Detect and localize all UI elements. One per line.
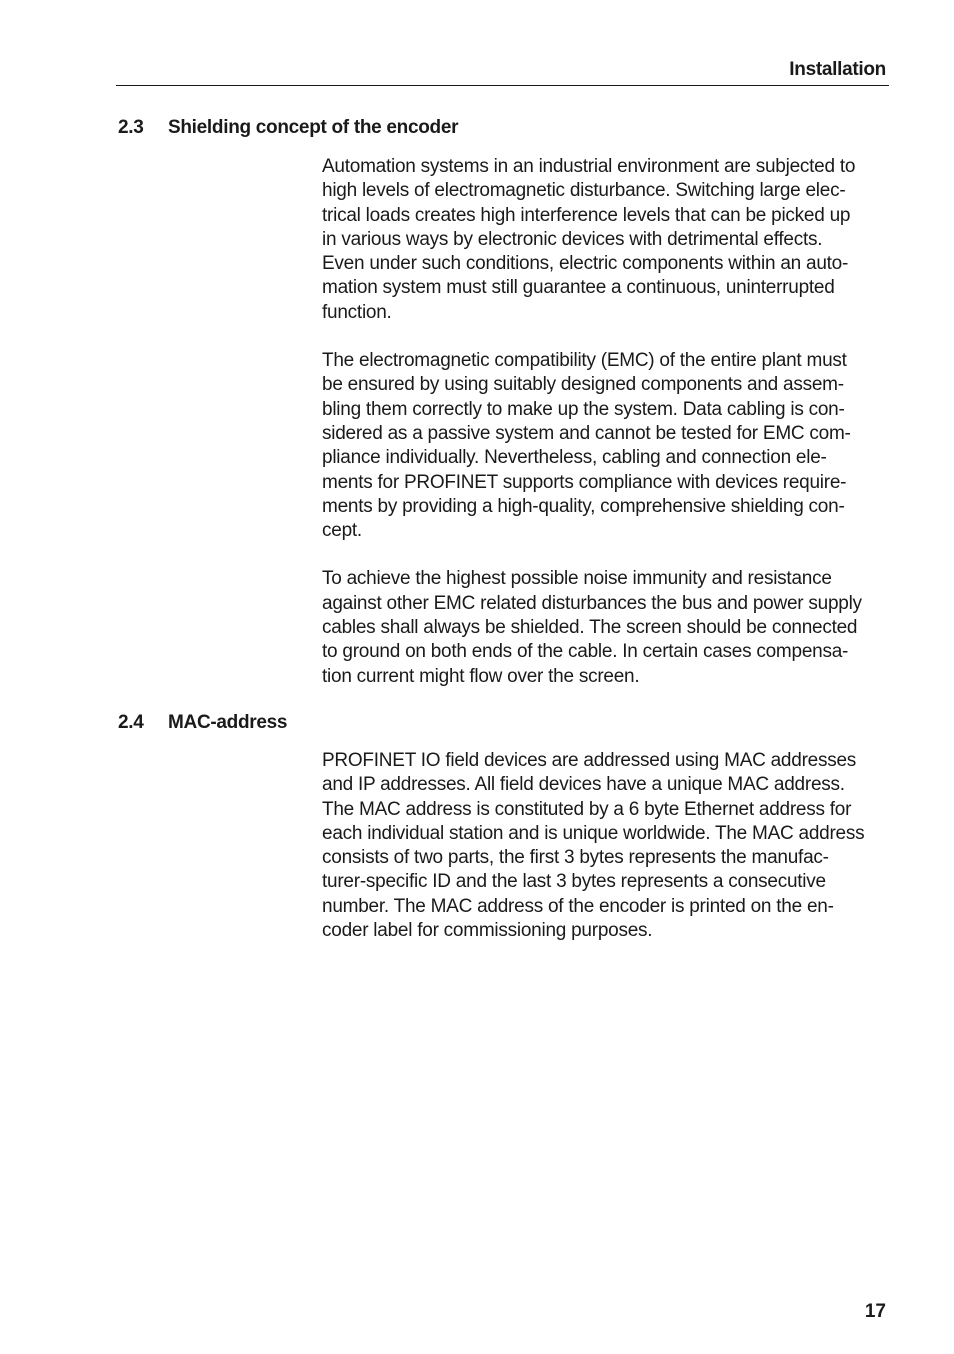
- text-line: PROFINET IO field devices are addressed using MAC addresses: [322, 750, 857, 771]
- text-line: trical loads creates high interference levels that can be picked up: [322, 204, 851, 226]
- paragraph: [322, 749, 888, 943]
- text-line: The electromagnetic compatibility (EMC) of the entire plant must: [322, 350, 847, 372]
- text-line: sidered as a passive system and cannot be tested for EMC com-: [322, 422, 851, 444]
- text-line: pliance individually. Nevertheless, cabling and connection ele-: [322, 447, 827, 469]
- text-line: The MAC address is constituted by a 6 byte Ethernet address for: [322, 798, 852, 820]
- text-line: cept.: [322, 520, 362, 542]
- text-line: bling them correctly to make up the system. Data cabling is con-: [322, 398, 845, 420]
- paragraph: [322, 155, 888, 325]
- text-line: high levels of electromagnetic disturbance. Switching large elec-: [322, 180, 846, 202]
- text-line: ments for PROFINET supports compliance with devices require-: [322, 471, 847, 493]
- section-number: 2.3: [118, 117, 144, 138]
- section-heading-2-3: [118, 116, 458, 140]
- text-line: To achieve the highest possible noise immunity and resistance: [322, 568, 832, 590]
- text-line: Even under such conditions, electric components within an auto-: [322, 253, 849, 275]
- section-body-2-4: [322, 749, 888, 967]
- paragraph: [322, 349, 888, 543]
- text-line: to ground on both ends of the cable. In certain cases compensa-: [322, 641, 849, 663]
- text-line: and IP addresses. All field devices have a unique MAC address.: [322, 774, 845, 796]
- text-line: cables shall always be shielded. The screen should be connected: [322, 617, 858, 639]
- section-title: Shielding concept of the encoder: [168, 117, 459, 138]
- text-line: be ensured by using suitably designed components and assem-: [322, 374, 844, 396]
- text-line: turer-specific ID and the last 3 bytes represents a consecutive: [322, 871, 826, 893]
- text-line: ments by providing a high-quality, comprehensive shielding con-: [322, 495, 845, 517]
- text-line: in various ways by electronic devices with detrimental effects.: [322, 228, 823, 250]
- text-line: Automation systems in an industrial environment are subjected to: [322, 156, 856, 177]
- text-line: mation system must still guarantee a continuous, uninterrupted: [322, 277, 835, 299]
- running-header: [116, 58, 889, 86]
- text-line: tion current might flow over the screen.: [322, 665, 640, 687]
- text-line: against other EMC related disturbances the bus and power supply: [322, 592, 862, 614]
- section-heading-2-4: [118, 711, 287, 735]
- paragraph: [322, 567, 888, 688]
- section-title: MAC-address: [168, 712, 288, 733]
- text-line: number. The MAC address of the encoder is printed on the en-: [322, 895, 834, 917]
- text-line: function.: [322, 301, 392, 323]
- text-line: each individual station and is unique worldwide. The MAC address: [322, 822, 865, 844]
- text-line: consists of two parts, the first 3 bytes represents the manufac-: [322, 847, 829, 869]
- running-header-title: Installation: [789, 59, 886, 80]
- page-number: 17: [864, 1301, 886, 1322]
- text-line: coder label for commissioning purposes.: [322, 920, 653, 942]
- section-number: 2.4: [118, 712, 144, 733]
- section-body-2-3: [322, 155, 888, 713]
